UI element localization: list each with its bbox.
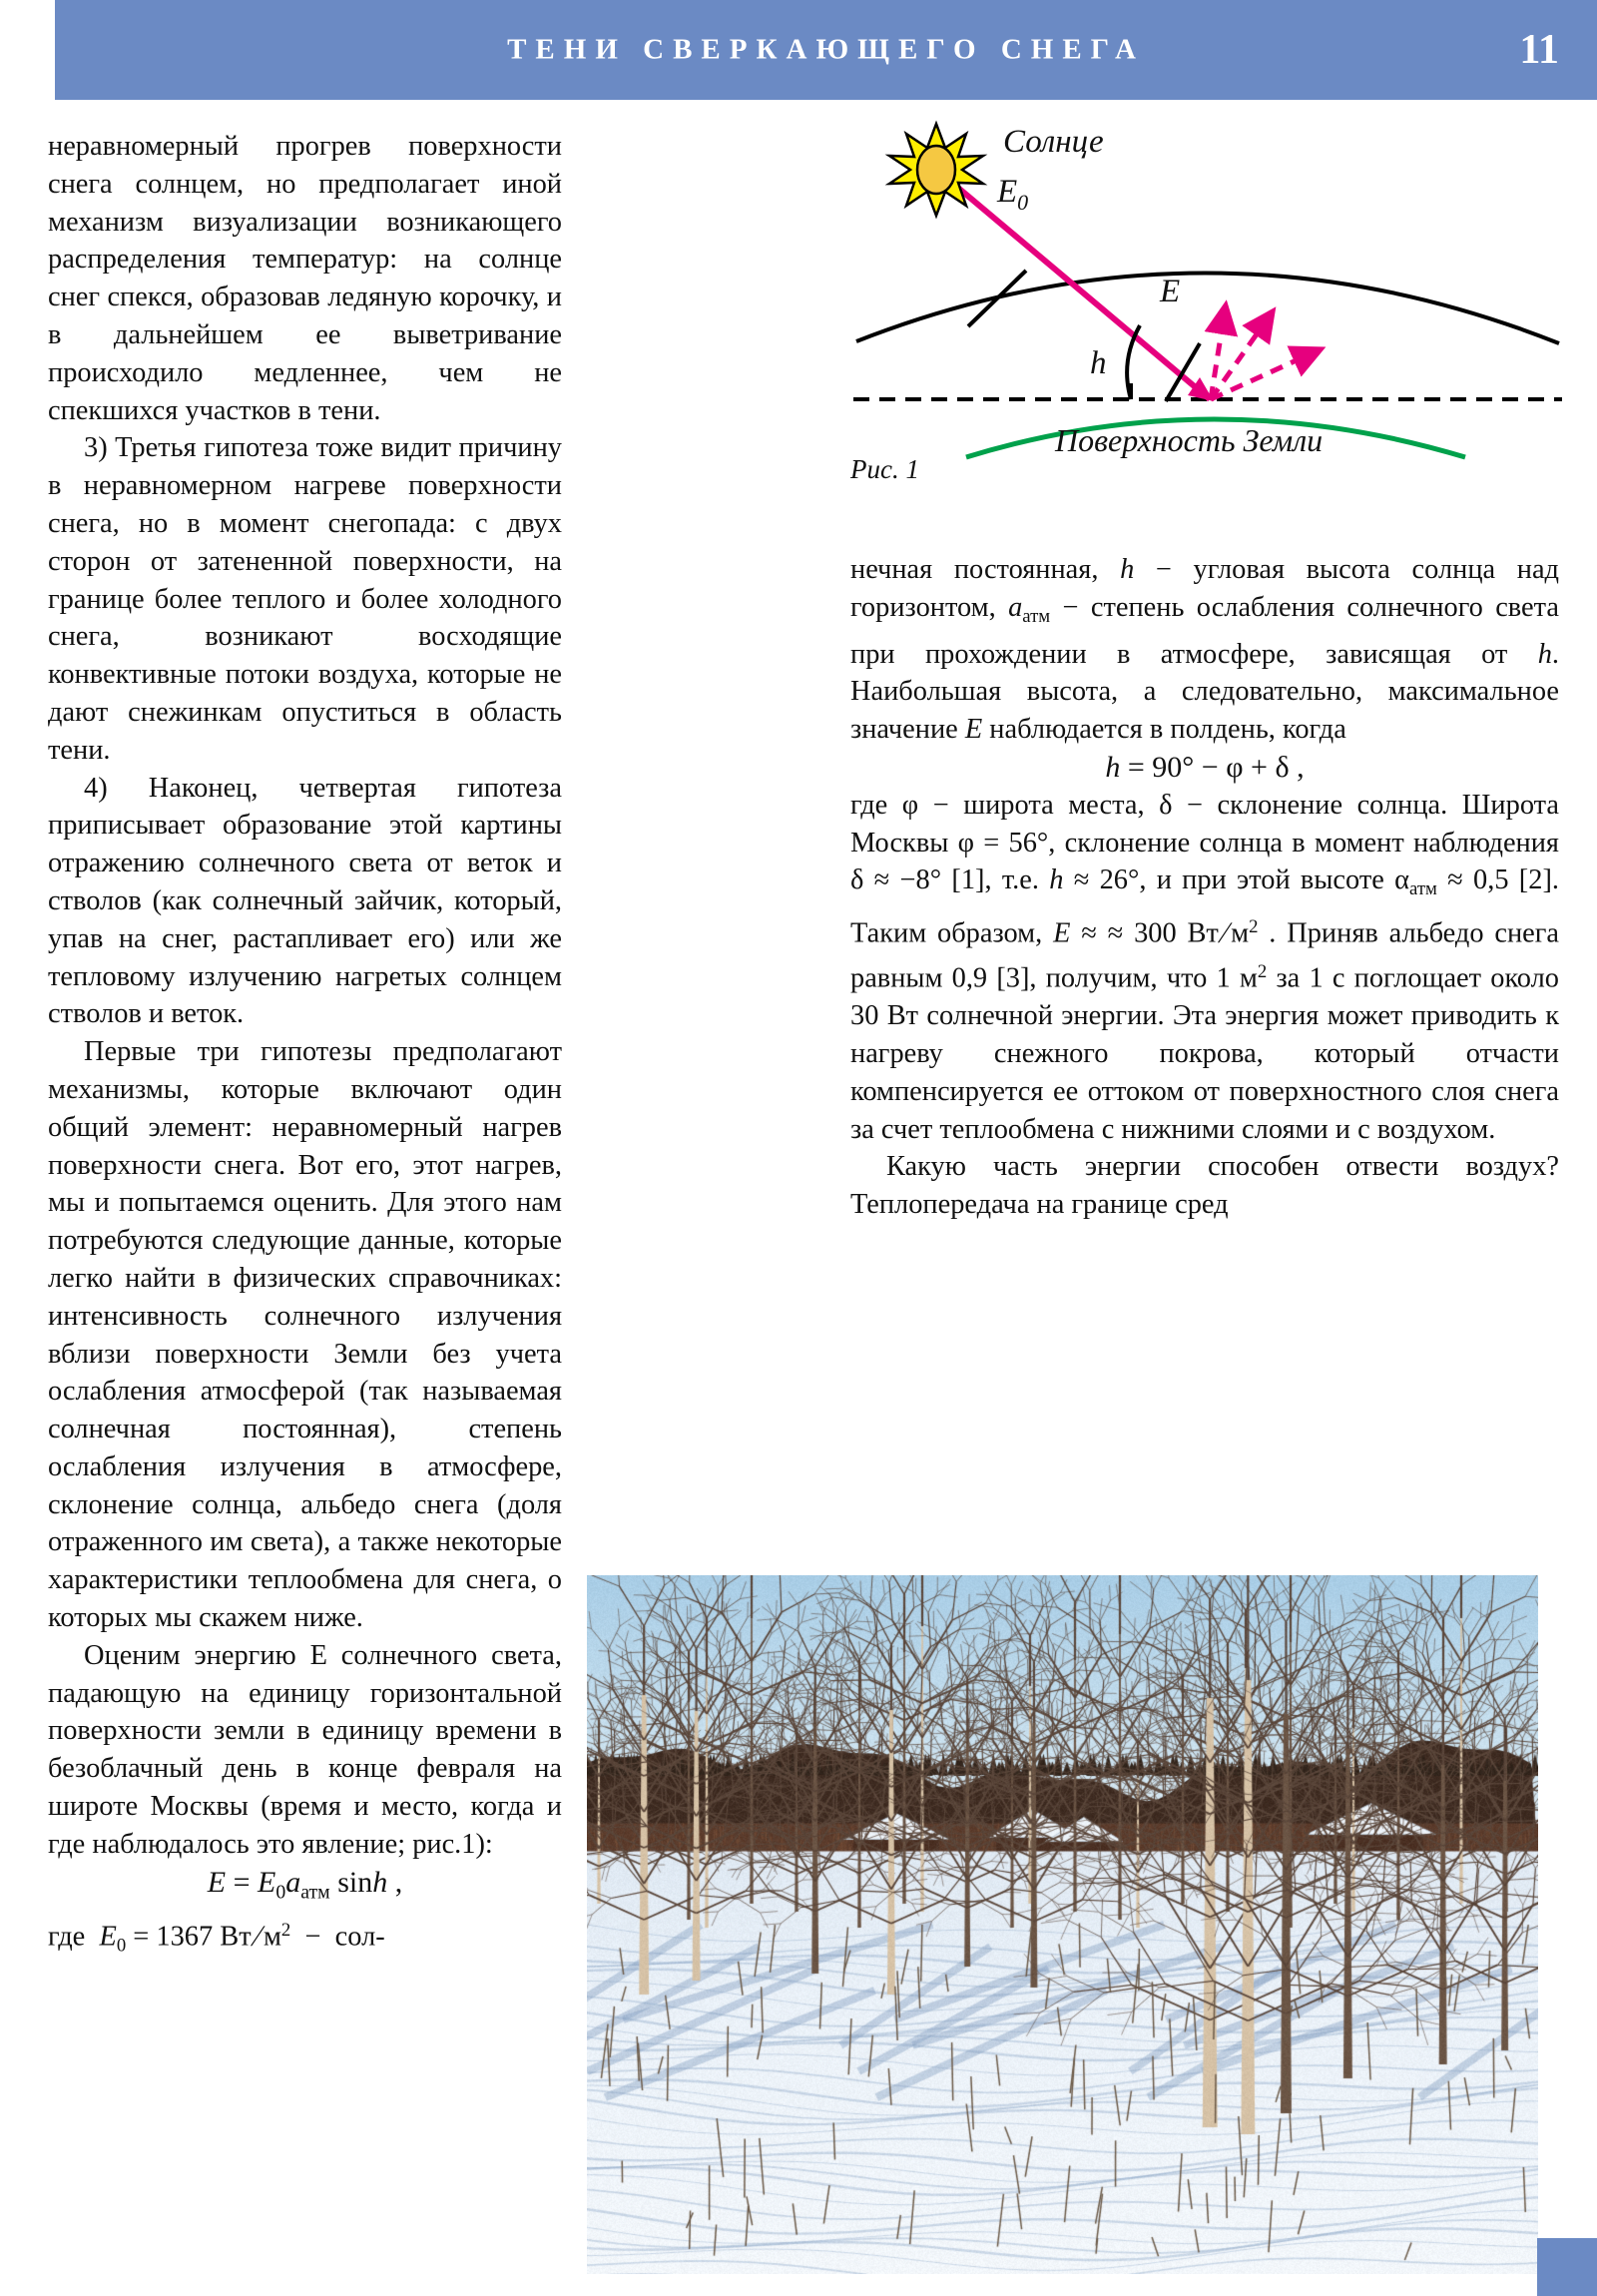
paragraph-solar-constant-defs: нечная постоянная, h − угловая высота солнца над горизонтом, $a_{атм}$ − степень ослабления солнечного света при прохождении в атмосфере, зависящая от h. Наибольшая высота, а следовательно, максимальное значение E наблюдается в полдень, когда bbox=[850, 554, 1559, 746]
page-number: 11 bbox=[1519, 27, 1559, 73]
atmosphere-intersection-tick bbox=[968, 271, 1026, 326]
paragraph-hypothesis-3: 3) Третья гипотеза тоже видит причину в неравномерном нагреве поверхности снега, но в момент снегопада: с двух сторон от затененной поверхности, на границе более теплого и более холодного снега, возникают восходящие конвективные потоки воздуха, которые не дают снежинкам опуститься в область тени. bbox=[48, 432, 562, 766]
sun-icon bbox=[889, 124, 983, 216]
label-earth-surface: Поверхность Земли bbox=[1055, 422, 1324, 458]
label-E0: $E_0$ bbox=[997, 174, 1029, 215]
label-h: h bbox=[1090, 345, 1107, 381]
atmosphere-arc bbox=[856, 273, 1559, 343]
label-sun: Солнце bbox=[1003, 124, 1104, 160]
corner-accent-square bbox=[1537, 2238, 1597, 2296]
page-header-band bbox=[55, 0, 1597, 100]
formula-E-equals: $E = E_0a_{атм}$ sinh , bbox=[207, 1865, 403, 1903]
reflected-ray-1 bbox=[1211, 317, 1224, 399]
winter-landscape-photo bbox=[587, 1575, 1538, 2274]
right-text-column bbox=[850, 551, 1559, 1224]
paragraph-hypothesis-4: 4) Наконец, четвертая гипотеза приписывает образование этой картины отражению солнечного света от веток и стволов (как солнечный зайчик, который, упав на снег, растапливает его) или же тепловому излучению нагретых солнцем стволов и веток. bbox=[48, 772, 562, 1030]
page-title: ТЕНИ СВЕРКАЮЩЕГО СНЕГА bbox=[507, 33, 1145, 66]
label-E: E bbox=[1160, 274, 1181, 309]
figure-1-caption: Рис. 1 bbox=[850, 454, 919, 484]
left-text-column bbox=[48, 128, 562, 1965]
paragraph-estimate-energy: Оценим энергию E солнечного света, падающую на единицу горизонтальной поверхности земли в единицу времени в безоблачный день в конце февраля на широте Москвы (время и место, когда и где наблюдалось это явление; рис.1): bbox=[48, 1639, 562, 1860]
paragraph-latitude-declination: где φ − широта места, δ − склонение солнца. Широта Москвы φ = 56°, склонение солнца в момент наблюдения δ ≈ −8° [1], т.е. h ≈ 26°, и при этой высоте $\alpha_{атм} \approx 0,5$ [2]. Таким образом, E ≈ ≈ 300 $Вт/м^2$ . Приняв альбедо снега равным 0,9 [3], получим, что 1 $м^2$ за 1 с поглощает около 30 Вт солнечной энергии. Эта энергия может приводить к нагреву снежного покрова, который отчасти компенсируется ее оттоком от поверхностного слоя снега за счет теплообмена с нижними слоями и с воздухом. bbox=[850, 789, 1559, 1145]
paragraph-continuation: неравномерный прогрев поверхности снега солнцем, но предполагает иной механизм визуализации возникающего распределения температур: на солнце снег спекся, образовав ледяную корочку, и в дальнейшем ее выветривание происходило медленнее, чем не спекшихся участков в тени. bbox=[48, 131, 562, 426]
formula-h-equals: h = 90° − φ + δ , bbox=[1105, 750, 1305, 784]
photo-canvas bbox=[587, 1575, 1538, 2274]
paragraph-air-heat-question: Какую часть энергии способен отвести воздух? Теплопередача на границе сред bbox=[850, 1151, 1559, 1221]
figure-1-diagram bbox=[848, 112, 1567, 481]
paragraph-E0-definition: где $E_0 = 1367$ $Вт/м^2 - сол-$ bbox=[48, 1919, 385, 1957]
paragraph-first-three-hypotheses: Первые три гипотезы предполагают механизмы, которые включают один общий элемент: неравномерный нагрев поверхности снега. Вот его, этот нагрев, мы и попытаемся оценить. Для этого нам потребуются следующие данные, которые легко найти в физических справочниках: интенсивность солнечного излучения вблизи поверхности Земли без учета ослабления атмосферой (так называемая солнечная постоянная), степень ослабления излучения в атмосфере, склонение солнца, альбедо снега (доля отраженного им света), а также некоторые характеристики теплообмена для снега, о которых мы скажем ниже. bbox=[48, 1036, 562, 1634]
